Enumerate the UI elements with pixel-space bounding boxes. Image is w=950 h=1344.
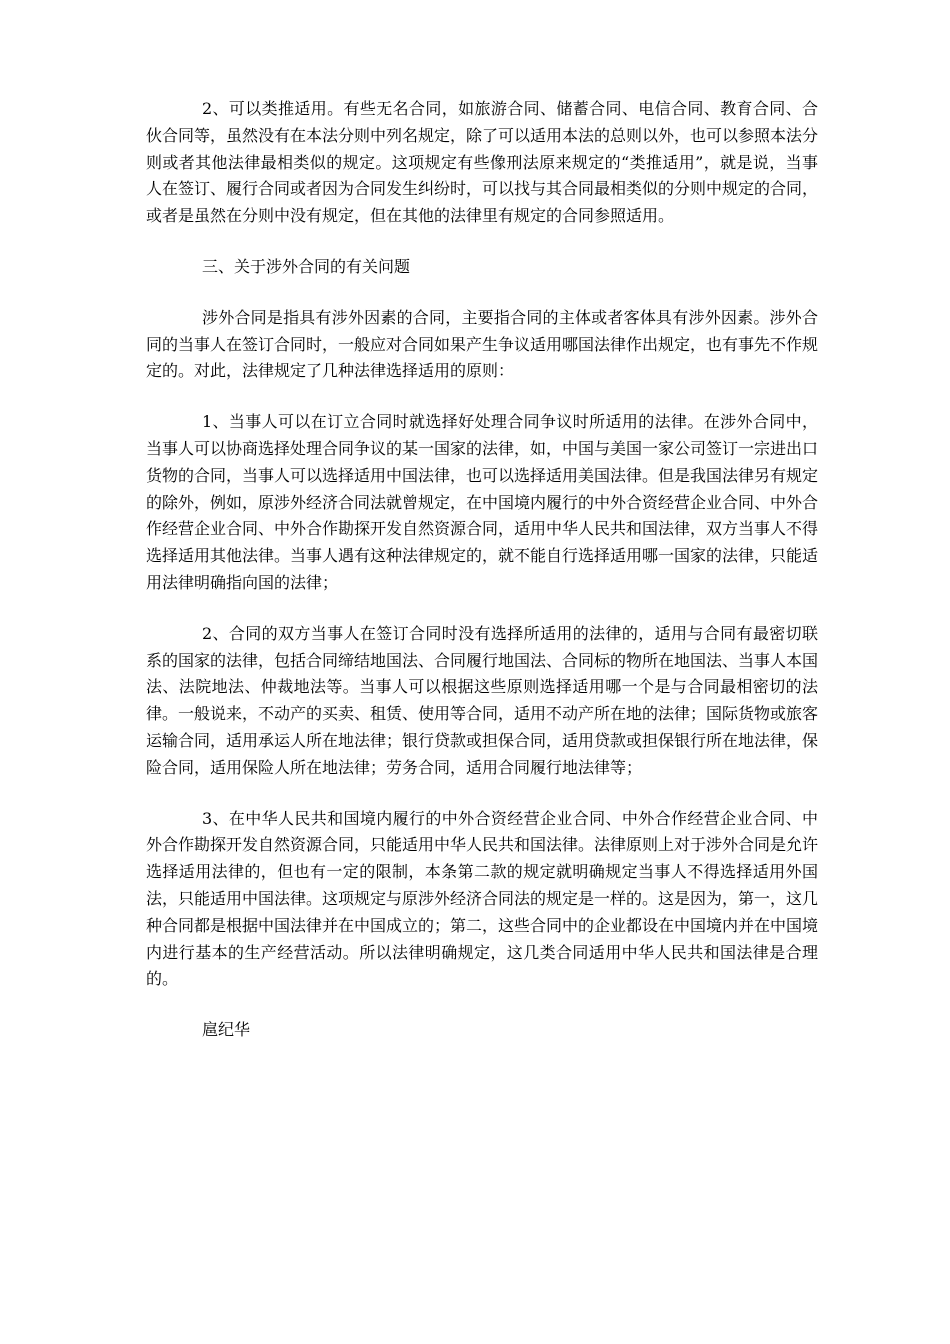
- paragraph-rule-2-closest-connection: 2、合同的双方当事人在签订合同时没有选择所适用的法律的，适用与合同有最密切联系的国家的法律，包括合同缔结地国法、合同履行地国法、合同标的物所在地国法、当事人本国法、法院地法、仲裁地法等。当事人可以根据这些原则选择适用哪一个是与合同最相密切的法律。一般说来，不动产的买卖、租赁、使用等合同，适用不动产所在地的法律；国际货物或旅客运输合同，适用承运人所在地法律；银行贷款或担保合同，适用贷款或担保银行所在地法律，保险合同，适用保险人所在地法律；劳务合同，适用合同履行地法律等；: [146, 623, 819, 777]
- paragraph-analogy-application: 2、可以类推适用。有些无名合同，如旅游合同、储蓄合同、电信合同、教育合同、合伙合同等，虽然没有在本法分则中列名规定，除了可以适用本法的总则以外，也可以参照本法分则或者其他法律最相类似的规定。这项规定有些像刑法原来规定的“类推适用”，就是说，当事人在签订、履行合同或者因为合同发生纠纷时，可以找与其合同最相类似的分则中规定的合同，或者是虽然在分则中没有规定，但在其他的法律里有规定的合同参照适用。: [146, 99, 819, 226]
- document-page: [146, 96, 818, 1044]
- author-signature: 扈纪华: [202, 1020, 251, 1040]
- paragraph-rule-3-chinese-law-only: 3、在中华人民共和国境内履行的中外合资经营企业合同、中外合作经营企业合同、中外合作勘探开发自然资源合同，只能适用中华人民共和国法律。法律原则上对于涉外合同是允许选择适用法律的，但也有一定的限制，本条第二款的规定就明确规定当事人不得选择适用外国法，只能适用中国法律。这项规定与原涉外经济合同法的规定是一样的。这是因为，第一，这几种合同都是根据中国法律并在中国成立的；第二，这些合同中的企业都设在中国境内并在中国境内进行基本的生产经营活动。所以法律明确规定，这几类合同适用中华人民共和国法律是合理的。: [146, 808, 819, 989]
- paragraph-foreign-contract-definition: 涉外合同是指具有涉外因素的合同，主要指合同的主体或者客体具有涉外因素。涉外合同的当事人在签订合同时，一般应对合同如果产生争议适用哪国法律作出规定，也有事先不作规定的。对此，法律规定了几种法律选择适用的原则：: [146, 307, 819, 381]
- section-heading-foreign-contracts: 三、关于涉外合同的有关问题: [202, 256, 411, 276]
- paragraph-rule-1-choice-of-law: 1、当事人可以在订立合同时就选择好处理合同争议时所适用的法律。在涉外合同中，当事人可以协商选择处理合同争议的某一国家的法律，如，中国与美国一家公司签订一宗进出口货物的合同，当事人可以选择适用中国法律，也可以选择适用美国法律。但是我国法律另有规定的除外，例如，原涉外经济合同法就曾规定，在中国境内履行的中外合资经营企业合同、中外合作经营企业合同、中外合作勘探开发自然资源合同，适用中华人民共和国法律，双方当事人不得选择适用其他法律。当事人遇有这种法律规定的，就不能自行选择适用哪一国家的法律，只能适用法律明确指向国的法律；: [146, 412, 819, 592]
